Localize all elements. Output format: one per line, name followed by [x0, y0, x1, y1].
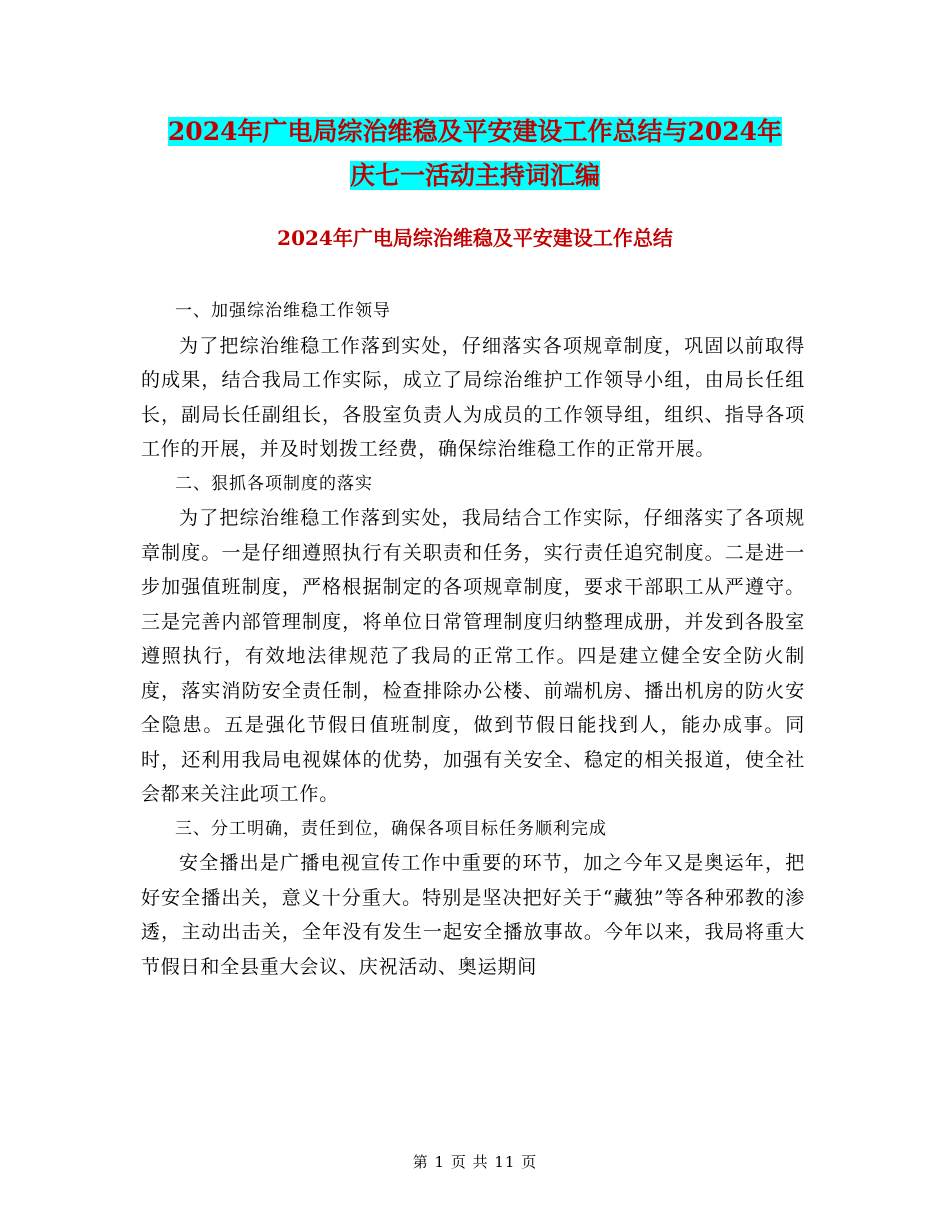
heading-leadership: 一、加强综治维稳工作领导: [175, 301, 391, 321]
document-title-line-1-text: 2024年广电局综治维稳及平安建设工作总结与2024年: [167, 117, 783, 146]
section-title: 2024年广电局综治维稳及平安建设工作总结: [277, 226, 673, 250]
heading-responsibilities: 三、分工明确，责任到位，确保各项目标任务顺利完成: [175, 818, 607, 839]
document-title-line-2-text: 庆七一活动主持词汇编: [349, 161, 600, 190]
page-footer: 第 1 页 共 11 页: [412, 1153, 538, 1171]
paragraph-systems: 为了把综治维稳工作落到实处，我局结合工作实际，仔细落实了各项规章制度。一是仔细遵照执行有关职责和任务，实行责任追究制度。二是进一步加强值班制度，严格根据制定的各项规章制度，要求干部职工从严遵守。三是完善内部管理制度，将单位日常管理制度归纳整理成册，并发到各股室遵照执行，有效地法律规范了我局的正常工作。四是建立健全安全防火制度，落实消防安全责任制，检查排除办公楼、前端机房、播出机房的防火安全隐患。五是强化节假日值班制度，做到节假日能找到人，能办成事。同时，还利用我局电视媒体的优势，加强有关安全、稳定的相关报道，使全社会都来关注此项工作。: [141, 507, 805, 805]
document-body: [141, 294, 805, 984]
paragraph-broadcast-safety: 安全播出是广播电视宣传工作中重要的环节，加之今年又是奥运年，把好安全播出关，意义十分重大。特别是坚决把好关于“藏独”等各种邪教的渗透，主动出击关，全年没有发生一起安全播放事故。今年以来，我局将重大节假日和全县重大会议、庆祝活动、奥运期间: [141, 852, 805, 978]
document-title-line-2: [140, 154, 810, 198]
heading-systems: 二、狠抓各项制度的落实: [175, 473, 373, 494]
document-title: [140, 110, 810, 198]
document-title-line-1: [140, 110, 810, 154]
paragraph-leadership: 为了把综治维稳工作落到实处，仔细落实各项规章制度，巩固以前取得的成果，结合我局工作实际，成立了局综治维护工作领导小组，由局长任组长，副局长任副组长，各股室负责人为成员的工作领导组，组织、指导各项工作的开展，并及时划拨工经费，确保综治维稳工作的正常开展。: [141, 334, 805, 460]
